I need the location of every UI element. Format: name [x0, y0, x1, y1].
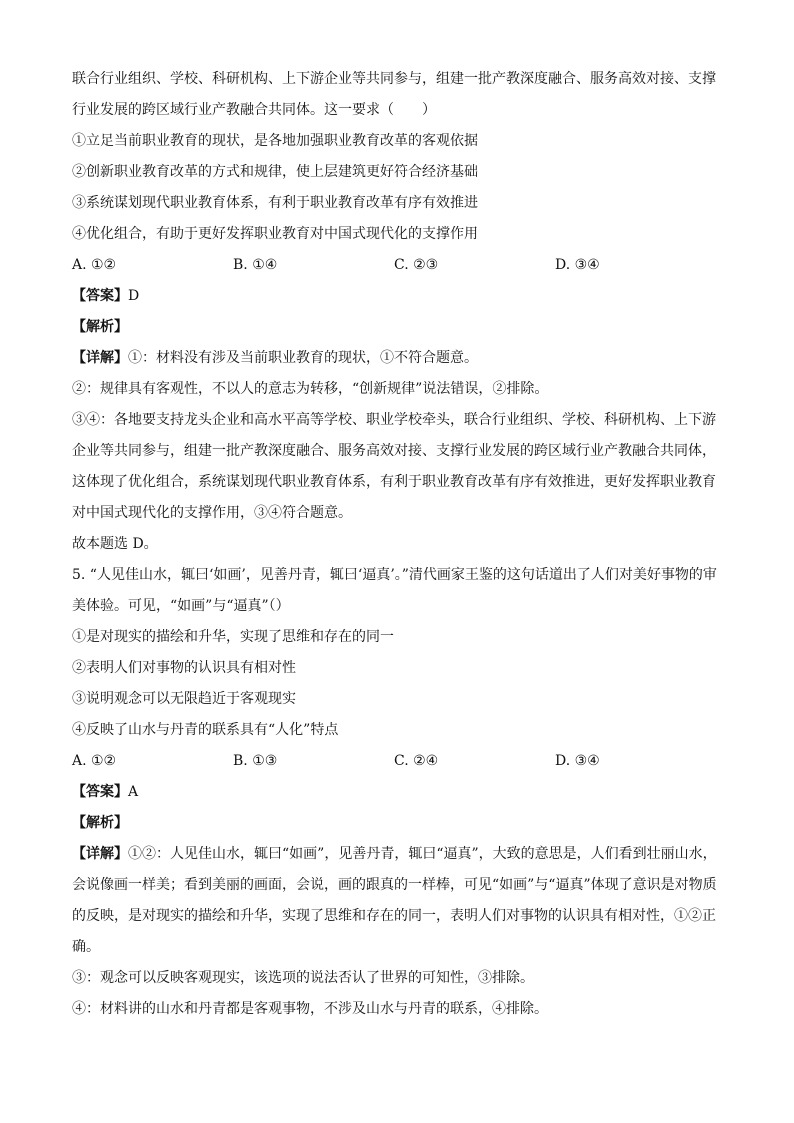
q5-statement-1: ①是对现实的描绘和升华，实现了思维和存在的同一 — [72, 629, 394, 645]
q5-statement-2: ②表明人们对事物的认识具有相对性 — [72, 660, 296, 676]
q4-detail-line-5: 这体现了优化组合，系统谋划现代职业教育体系，有利于职业教育改革有序有效推进，更好发挥职业教育 — [72, 474, 716, 490]
q4-analysis-tag: 【解析】 — [72, 319, 128, 335]
q4-detail-line-6: 对中国式现代化的支撑作用，③④符合题意。 — [72, 505, 352, 521]
q4-detail-text-1: ①：材料没有涉及当前职业教育的现状，①不符合题意。 — [128, 350, 478, 366]
q4-option-d: D. ③④ — [555, 257, 600, 273]
q5-statement-4: ④反映了山水与丹青的联系具有“人化”特点 — [72, 722, 339, 738]
q4-answer — [72, 281, 722, 312]
q4-statement-1: ①立足当前职业教育的现状，是各地加强职业教育改革的客观依据 — [72, 133, 478, 149]
q4-detail-line-1 — [72, 343, 722, 374]
q5-answer — [72, 777, 722, 808]
q5-options — [72, 746, 722, 777]
q4-answer-value: D — [128, 288, 140, 304]
q4-option-b: B. ①④ — [233, 257, 278, 273]
q5-option-a: A. ①② — [72, 753, 117, 769]
q4-stem-line-1: 联合行业组织、学校、科研机构、上下游企业等共同参与，组建一批产教深度融合、服务高效对接、支撑 — [72, 71, 716, 87]
q5-stem-line-2: 美体验。可见，“如画”与“逼真”（） — [72, 598, 290, 614]
q4-detail-line-2: ②：规律具有客观性，不以人的意志为转移，“创新规律”说法错误，②排除。 — [72, 381, 549, 397]
q5-detail-text-1: ①②：人见佳山水，辄曰“如画”，见善丹青，辄曰“逼真”，大致的意思是，人们看到壮丽山水， — [128, 846, 717, 862]
q5-detail-line-6: ④：材料讲的山水和丹青都是客观事物，不涉及山水与丹青的联系，④排除。 — [72, 1001, 548, 1017]
q5-detail-line-5: ③：观念可以反映客观现实，该选项的说法否认了世界的可知性，③排除。 — [72, 970, 534, 986]
q4-detail-line-3: ③④：各地要支持龙头企业和高水平高等学校、职业学校牵头，联合行业组织、学校、科研机构、上下游 — [72, 412, 716, 428]
document-page — [72, 64, 722, 1025]
q5-answer-tag: 【答案】 — [72, 784, 128, 800]
q5-detail-line-4: 确。 — [72, 939, 100, 955]
q5-option-d: D. ③④ — [555, 753, 600, 769]
q4-option-c: C. ②③ — [394, 257, 439, 273]
q5-detail-line-1 — [72, 839, 722, 870]
q4-option-a: A. ①② — [72, 257, 117, 273]
q4-detail-line-4: 企业等共同参与，组建一批产教深度融合、服务高效对接、支撑行业发展的跨区域行业产教融合共同体， — [72, 443, 716, 459]
q4-analysis-heading — [72, 312, 722, 343]
q5-answer-value: A — [128, 784, 139, 800]
q4-statement-3: ③系统谋划现代职业教育体系，有利于职业教育改革有序有效推进 — [72, 195, 478, 211]
q5-analysis-heading — [72, 808, 722, 839]
q4-detail-tag: 【详解】 — [72, 350, 128, 366]
q4-stem-line-2: 行业发展的跨区域行业产教融合共同体。这一要求（ ） — [72, 102, 436, 118]
q4-statement-2: ②创新职业教育改革的方式和规律，使上层建筑更好符合经济基础 — [72, 164, 478, 180]
q5-option-c: C. ②④ — [394, 753, 439, 769]
q5-detail-line-3: 的反映，是对现实的描绘和升华，实现了思维和存在的同一，表明人们对事物的认识具有相对性，①②正 — [72, 908, 716, 924]
q5-detail-tag: 【详解】 — [72, 846, 128, 862]
q4-options — [72, 250, 722, 281]
q5-detail-line-2: 会说像画一样美；看到美丽的画面，会说，画的跟真的一样棒，可见“如画”与“逼真”体现了意识是对物质 — [72, 877, 717, 893]
q5-analysis-tag: 【解析】 — [72, 815, 128, 831]
q4-answer-tag: 【答案】 — [72, 288, 128, 304]
q4-statement-4: ④优化组合，有助于更好发挥职业教育对中国式现代化的支撑作用 — [72, 226, 478, 242]
q5-stem-line-1: 5. “人见佳山水，辄曰‘如画’，见善丹青，辄曰‘逼真’。”清代画家王鉴的这句话道出了人们对美好事物的审 — [72, 567, 717, 583]
q5-option-b: B. ①③ — [233, 753, 278, 769]
q5-statement-3: ③说明观念可以无限趋近于客观现实 — [72, 691, 296, 707]
q4-conclusion: 故本题选 D。 — [72, 536, 158, 552]
